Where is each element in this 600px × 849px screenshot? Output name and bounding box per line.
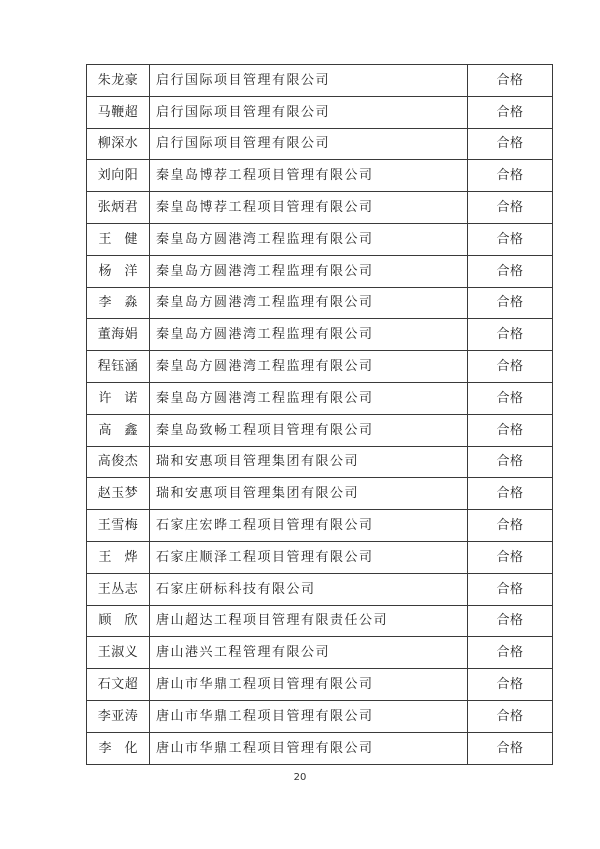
table-body <box>87 65 553 765</box>
company-cell: 瑞和安惠项目管理集团有限公司 <box>150 446 468 478</box>
company-cell: 唐山港兴工程管理有限公司 <box>150 637 468 669</box>
company-cell: 唐山市华鼎工程项目管理有限公司 <box>150 732 468 764</box>
name-cell: 李 化 <box>87 732 150 764</box>
name-cell: 赵玉梦 <box>87 478 150 510</box>
company-cell: 启行国际项目管理有限公司 <box>150 96 468 128</box>
result-cell: 合格 <box>468 541 553 573</box>
result-cell: 合格 <box>468 128 553 160</box>
result-cell: 合格 <box>468 223 553 255</box>
name-cell: 董海娟 <box>87 319 150 351</box>
name-cell: 石文超 <box>87 669 150 701</box>
name-cell: 高 鑫 <box>87 414 150 446</box>
company-cell: 秦皇岛方圆港湾工程监理有限公司 <box>150 319 468 351</box>
company-cell: 秦皇岛方圆港湾工程监理有限公司 <box>150 351 468 383</box>
company-cell: 启行国际项目管理有限公司 <box>150 128 468 160</box>
result-cell: 合格 <box>468 700 553 732</box>
company-cell: 秦皇岛方圆港湾工程监理有限公司 <box>150 287 468 319</box>
result-cell: 合格 <box>468 478 553 510</box>
name-cell: 高俊杰 <box>87 446 150 478</box>
result-cell: 合格 <box>468 510 553 542</box>
company-cell: 秦皇岛方圆港湾工程监理有限公司 <box>150 382 468 414</box>
company-cell: 秦皇岛博荐工程项目管理有限公司 <box>150 192 468 224</box>
result-cell: 合格 <box>468 382 553 414</box>
table-row <box>87 96 553 128</box>
company-cell: 石家庄宏晔工程项目管理有限公司 <box>150 510 468 542</box>
result-cell: 合格 <box>468 414 553 446</box>
table-row <box>87 510 553 542</box>
table-row <box>87 478 553 510</box>
table-row <box>87 287 553 319</box>
company-cell: 秦皇岛致畅工程项目管理有限公司 <box>150 414 468 446</box>
company-cell: 秦皇岛方圆港湾工程监理有限公司 <box>150 223 468 255</box>
name-cell: 王雪梅 <box>87 510 150 542</box>
table-row <box>87 414 553 446</box>
table-row <box>87 65 553 97</box>
company-cell: 秦皇岛博荐工程项目管理有限公司 <box>150 160 468 192</box>
table-row <box>87 637 553 669</box>
table-row <box>87 669 553 701</box>
result-cell: 合格 <box>468 732 553 764</box>
table-row <box>87 223 553 255</box>
name-cell: 李亚涛 <box>87 700 150 732</box>
name-cell: 刘向阳 <box>87 160 150 192</box>
result-cell: 合格 <box>468 192 553 224</box>
company-cell: 唐山市华鼎工程项目管理有限公司 <box>150 700 468 732</box>
result-cell: 合格 <box>468 96 553 128</box>
result-cell: 合格 <box>468 605 553 637</box>
table-row <box>87 192 553 224</box>
company-cell: 启行国际项目管理有限公司 <box>150 65 468 97</box>
name-cell: 王淑义 <box>87 637 150 669</box>
result-cell: 合格 <box>468 319 553 351</box>
name-cell: 马鞭超 <box>87 96 150 128</box>
table-row <box>87 319 553 351</box>
name-cell: 王丛志 <box>87 573 150 605</box>
name-cell: 程钰涵 <box>87 351 150 383</box>
result-cell: 合格 <box>468 351 553 383</box>
company-cell: 石家庄顺泽工程项目管理有限公司 <box>150 541 468 573</box>
result-cell: 合格 <box>468 255 553 287</box>
page-number: 20 <box>293 772 307 783</box>
table-row <box>87 573 553 605</box>
table-row <box>87 255 553 287</box>
name-cell: 张炳君 <box>87 192 150 224</box>
table-row <box>87 128 553 160</box>
table-row <box>87 605 553 637</box>
result-cell: 合格 <box>468 65 553 97</box>
result-cell: 合格 <box>468 446 553 478</box>
company-cell: 瑞和安惠项目管理集团有限公司 <box>150 478 468 510</box>
name-cell: 王 健 <box>87 223 150 255</box>
name-cell: 朱龙豪 <box>87 65 150 97</box>
qualification-table <box>86 64 553 765</box>
result-cell: 合格 <box>468 669 553 701</box>
table-row <box>87 382 553 414</box>
table-row <box>87 732 553 764</box>
company-cell: 唐山超达工程项目管理有限责任公司 <box>150 605 468 637</box>
table-row <box>87 541 553 573</box>
name-cell: 许 诺 <box>87 382 150 414</box>
name-cell: 柳深水 <box>87 128 150 160</box>
result-cell: 合格 <box>468 160 553 192</box>
company-cell: 唐山市华鼎工程项目管理有限公司 <box>150 669 468 701</box>
name-cell: 顾 欣 <box>87 605 150 637</box>
company-cell: 石家庄研标科技有限公司 <box>150 573 468 605</box>
table-row <box>87 351 553 383</box>
result-cell: 合格 <box>468 573 553 605</box>
result-cell: 合格 <box>468 637 553 669</box>
name-cell: 李 淼 <box>87 287 150 319</box>
result-cell: 合格 <box>468 287 553 319</box>
table-row <box>87 160 553 192</box>
table-row <box>87 446 553 478</box>
company-cell: 秦皇岛方圆港湾工程监理有限公司 <box>150 255 468 287</box>
table-row <box>87 700 553 732</box>
name-cell: 王 烨 <box>87 541 150 573</box>
name-cell: 杨 洋 <box>87 255 150 287</box>
